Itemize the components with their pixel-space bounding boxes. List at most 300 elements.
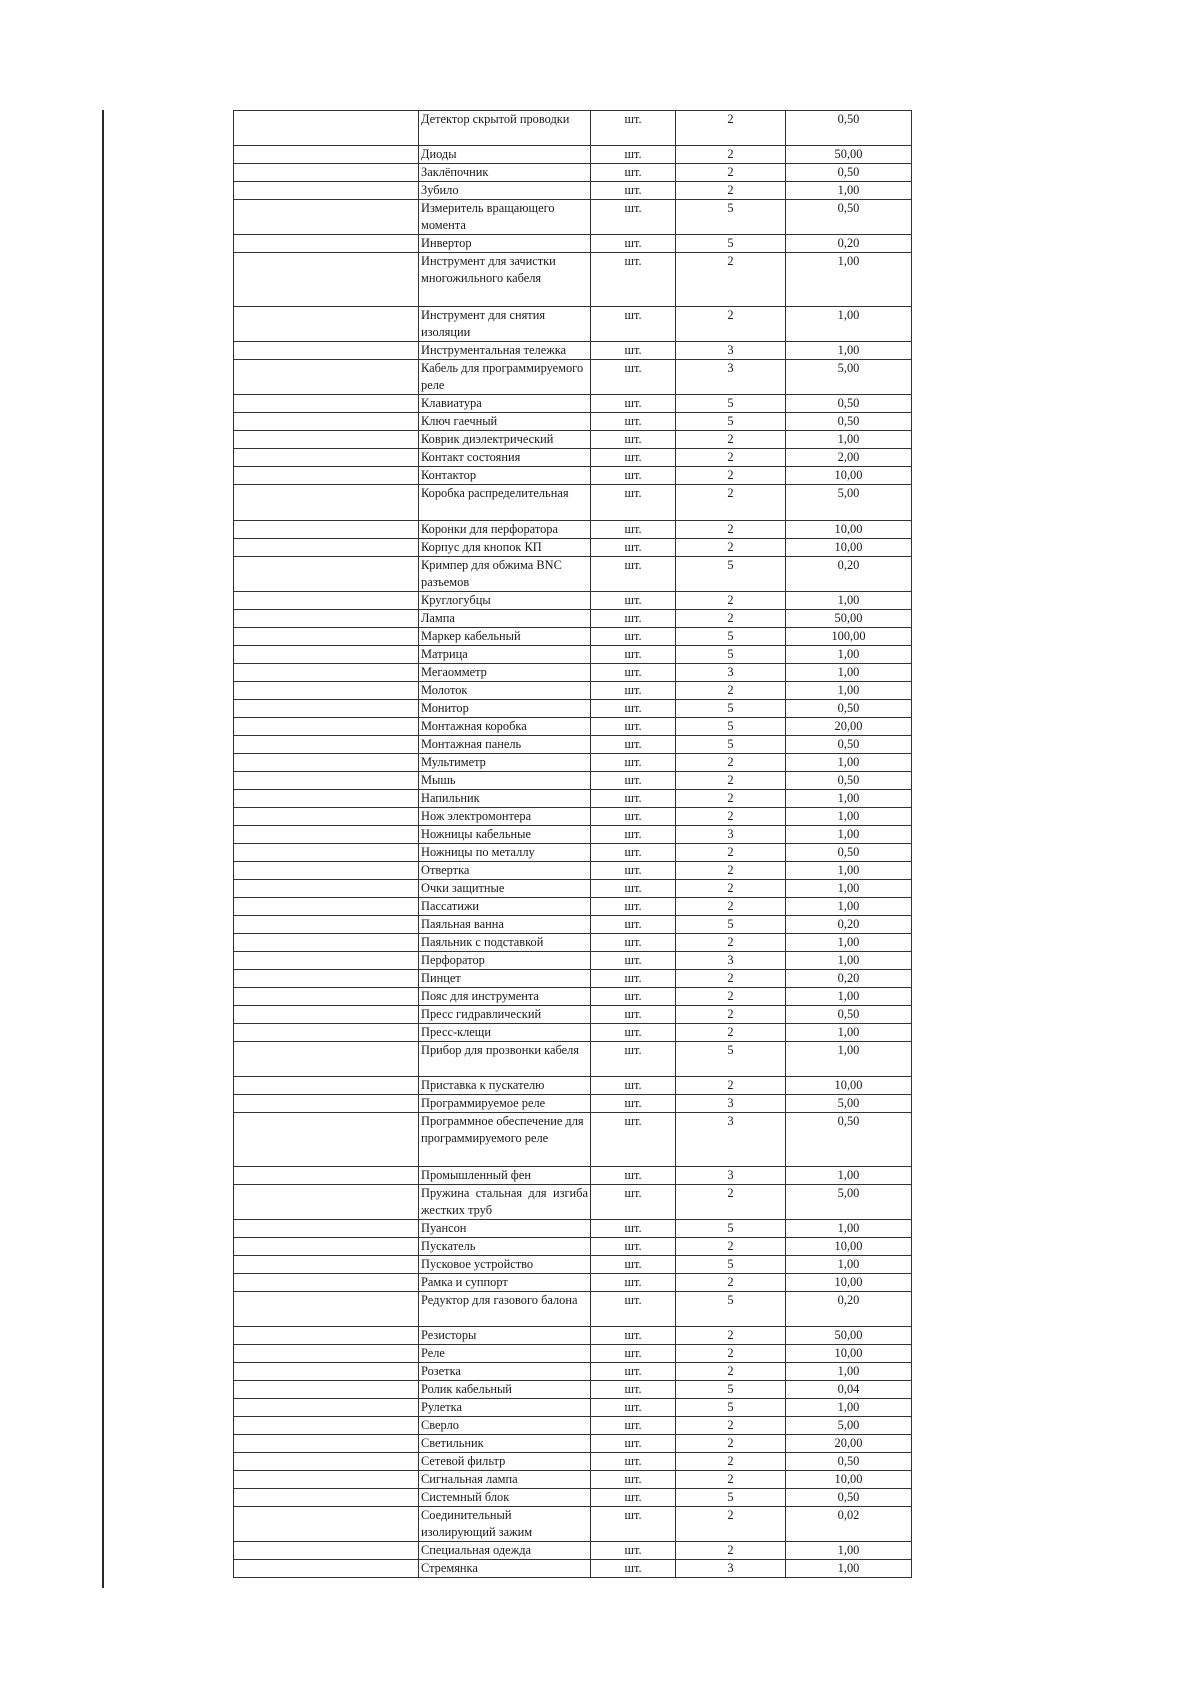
table-row: [234, 539, 912, 557]
unit-cell: шт.: [591, 952, 676, 970]
item-name-cell: Кабель для программируемого реле: [419, 360, 591, 395]
item-name-cell: Заклёпочник: [419, 164, 591, 182]
unit-cell: шт.: [591, 646, 676, 664]
quantity-cell: 2: [676, 1327, 786, 1345]
item-name-cell: Пояс для инструмента: [419, 988, 591, 1006]
value-cell: 1,00: [786, 431, 912, 449]
unit-cell: шт.: [591, 898, 676, 916]
item-name-cell: Пинцет: [419, 970, 591, 988]
group-cell: [234, 1256, 419, 1274]
quantity-cell: 2: [676, 1185, 786, 1220]
group-cell: [234, 664, 419, 682]
group-cell: [234, 736, 419, 754]
unit-cell: шт.: [591, 1220, 676, 1238]
table-row: [234, 880, 912, 898]
value-cell: 5,00: [786, 485, 912, 521]
quantity-cell: 2: [676, 146, 786, 164]
value-cell: 1,00: [786, 1042, 912, 1077]
unit-cell: шт.: [591, 826, 676, 844]
group-cell: [234, 557, 419, 592]
quantity-cell: 2: [676, 182, 786, 200]
group-cell: [234, 700, 419, 718]
unit-cell: шт.: [591, 1042, 676, 1077]
unit-cell: шт.: [591, 1453, 676, 1471]
table-row: [234, 146, 912, 164]
group-cell: [234, 200, 419, 235]
inventory-table: [233, 110, 912, 1578]
unit-cell: шт.: [591, 718, 676, 736]
table-row: [234, 557, 912, 592]
quantity-cell: 5: [676, 1220, 786, 1238]
table-row: [234, 413, 912, 431]
group-cell: [234, 485, 419, 521]
table-row: [234, 754, 912, 772]
unit-cell: шт.: [591, 1471, 676, 1489]
table-row: [234, 1095, 912, 1113]
unit-cell: шт.: [591, 934, 676, 952]
group-cell: [234, 449, 419, 467]
value-cell: 10,00: [786, 539, 912, 557]
quantity-cell: 2: [676, 1024, 786, 1042]
unit-cell: шт.: [591, 1006, 676, 1024]
unit-cell: шт.: [591, 557, 676, 592]
unit-cell: шт.: [591, 808, 676, 826]
item-name-cell: Пресс гидравлический: [419, 1006, 591, 1024]
unit-cell: шт.: [591, 307, 676, 342]
value-cell: 0,02: [786, 1507, 912, 1542]
unit-cell: шт.: [591, 988, 676, 1006]
quantity-cell: 2: [676, 988, 786, 1006]
table-row: [234, 916, 912, 934]
value-cell: 1,00: [786, 754, 912, 772]
item-name-cell: Мультиметр: [419, 754, 591, 772]
quantity-cell: 3: [676, 1560, 786, 1578]
table-row: [234, 1113, 912, 1167]
group-cell: [234, 754, 419, 772]
group-cell: [234, 1542, 419, 1560]
item-name-cell: Паяльная ванна: [419, 916, 591, 934]
group-cell: [234, 826, 419, 844]
group-cell: [234, 970, 419, 988]
item-name-cell: Промышленный фен: [419, 1167, 591, 1185]
unit-cell: шт.: [591, 844, 676, 862]
table-row: [234, 826, 912, 844]
value-cell: 5,00: [786, 1417, 912, 1435]
value-cell: 0,20: [786, 1292, 912, 1327]
value-cell: 0,20: [786, 557, 912, 592]
item-name-cell: Мегаомметр: [419, 664, 591, 682]
item-name-cell: Розетка: [419, 1363, 591, 1381]
unit-cell: шт.: [591, 467, 676, 485]
unit-cell: шт.: [591, 253, 676, 307]
value-cell: 20,00: [786, 1435, 912, 1453]
unit-cell: шт.: [591, 1113, 676, 1167]
group-cell: [234, 1274, 419, 1292]
group-cell: [234, 952, 419, 970]
unit-cell: шт.: [591, 628, 676, 646]
value-cell: 10,00: [786, 1238, 912, 1256]
group-cell: [234, 988, 419, 1006]
group-cell: [234, 1507, 419, 1542]
item-name-cell: Мышь: [419, 772, 591, 790]
quantity-cell: 2: [676, 1363, 786, 1381]
unit-cell: шт.: [591, 1292, 676, 1327]
quantity-cell: 2: [676, 592, 786, 610]
group-cell: [234, 1453, 419, 1471]
table-row: [234, 182, 912, 200]
table-row: [234, 1489, 912, 1507]
table-row: [234, 610, 912, 628]
item-name-cell: Редуктор для газового балона: [419, 1292, 591, 1327]
item-name-cell: Детектор скрытой проводки: [419, 111, 591, 146]
quantity-cell: 2: [676, 1006, 786, 1024]
quantity-cell: 2: [676, 772, 786, 790]
table-row: [234, 449, 912, 467]
item-name-cell: Инструмент для снятия изоляции: [419, 307, 591, 342]
quantity-cell: 3: [676, 1095, 786, 1113]
unit-cell: шт.: [591, 970, 676, 988]
group-cell: [234, 1489, 419, 1507]
group-cell: [234, 1185, 419, 1220]
value-cell: 0,50: [786, 844, 912, 862]
value-cell: 5,00: [786, 360, 912, 395]
value-cell: 1,00: [786, 1167, 912, 1185]
unit-cell: шт.: [591, 772, 676, 790]
value-cell: 1,00: [786, 808, 912, 826]
quantity-cell: 5: [676, 557, 786, 592]
item-name-cell: Светильник: [419, 1435, 591, 1453]
quantity-cell: 2: [676, 1507, 786, 1542]
item-name-cell: Ролик кабельный: [419, 1381, 591, 1399]
group-cell: [234, 610, 419, 628]
left-margin-rule: [102, 110, 104, 1588]
item-name-cell: Отвертка: [419, 862, 591, 880]
group-cell: [234, 1399, 419, 1417]
unit-cell: шт.: [591, 111, 676, 146]
quantity-cell: 2: [676, 1417, 786, 1435]
unit-cell: шт.: [591, 1435, 676, 1453]
table-row: [234, 467, 912, 485]
table-row: [234, 970, 912, 988]
table-row: [234, 844, 912, 862]
value-cell: 1,00: [786, 988, 912, 1006]
unit-cell: шт.: [591, 1238, 676, 1256]
table-row: [234, 253, 912, 307]
group-cell: [234, 1095, 419, 1113]
item-name-cell: Очки защитные: [419, 880, 591, 898]
unit-cell: шт.: [591, 360, 676, 395]
value-cell: 1,00: [786, 934, 912, 952]
item-name-cell: Молоток: [419, 682, 591, 700]
quantity-cell: 3: [676, 664, 786, 682]
unit-cell: шт.: [591, 682, 676, 700]
quantity-cell: 2: [676, 253, 786, 307]
group-cell: [234, 431, 419, 449]
quantity-cell: 2: [676, 539, 786, 557]
item-name-cell: Измеритель вращающего момента: [419, 200, 591, 235]
value-cell: 1,00: [786, 1399, 912, 1417]
table-row: [234, 1220, 912, 1238]
unit-cell: шт.: [591, 235, 676, 253]
table-row: [234, 682, 912, 700]
value-cell: 50,00: [786, 146, 912, 164]
value-cell: 10,00: [786, 521, 912, 539]
value-cell: 2,00: [786, 449, 912, 467]
table-row: [234, 485, 912, 521]
item-name-cell: Кримпер для обжима BNC разъемов: [419, 557, 591, 592]
unit-cell: шт.: [591, 1274, 676, 1292]
quantity-cell: 2: [676, 1345, 786, 1363]
unit-cell: шт.: [591, 539, 676, 557]
unit-cell: шт.: [591, 1167, 676, 1185]
quantity-cell: 5: [676, 700, 786, 718]
item-name-cell: Перфоратор: [419, 952, 591, 970]
unit-cell: шт.: [591, 146, 676, 164]
table-row: [234, 342, 912, 360]
table-row: [234, 1381, 912, 1399]
value-cell: 1,00: [786, 1024, 912, 1042]
table-row: [234, 952, 912, 970]
item-name-cell: Программное обеспечение для программируемого реле: [419, 1113, 591, 1167]
unit-cell: шт.: [591, 182, 676, 200]
unit-cell: шт.: [591, 1077, 676, 1095]
quantity-cell: 2: [676, 934, 786, 952]
unit-cell: шт.: [591, 610, 676, 628]
item-name-cell: Ключ гаечный: [419, 413, 591, 431]
value-cell: 1,00: [786, 664, 912, 682]
unit-cell: шт.: [591, 1345, 676, 1363]
table-row: [234, 307, 912, 342]
group-cell: [234, 146, 419, 164]
table-row: [234, 164, 912, 182]
value-cell: 1,00: [786, 1256, 912, 1274]
unit-cell: шт.: [591, 916, 676, 934]
value-cell: 0,50: [786, 1489, 912, 1507]
group-cell: [234, 628, 419, 646]
item-name-cell: Инструмент для зачистки многожильного кабеля: [419, 253, 591, 307]
value-cell: 1,00: [786, 1542, 912, 1560]
item-name-cell: Коврик диэлектрический: [419, 431, 591, 449]
unit-cell: шт.: [591, 1256, 676, 1274]
table-row: [234, 431, 912, 449]
quantity-cell: 2: [676, 1274, 786, 1292]
value-cell: 0,50: [786, 736, 912, 754]
unit-cell: шт.: [591, 485, 676, 521]
quantity-cell: 2: [676, 449, 786, 467]
unit-cell: шт.: [591, 700, 676, 718]
unit-cell: шт.: [591, 413, 676, 431]
group-cell: [234, 718, 419, 736]
group-cell: [234, 413, 419, 431]
table-row: [234, 790, 912, 808]
item-name-cell: Специальная одежда: [419, 1542, 591, 1560]
table-row: [234, 1042, 912, 1077]
unit-cell: шт.: [591, 521, 676, 539]
group-cell: [234, 360, 419, 395]
quantity-cell: 2: [676, 754, 786, 772]
quantity-cell: 2: [676, 1453, 786, 1471]
item-name-cell: Прибор для прозвонки кабеля: [419, 1042, 591, 1077]
group-cell: [234, 307, 419, 342]
group-cell: [234, 1292, 419, 1327]
group-cell: [234, 1381, 419, 1399]
value-cell: 0,50: [786, 772, 912, 790]
quantity-cell: 2: [676, 610, 786, 628]
unit-cell: шт.: [591, 664, 676, 682]
quantity-cell: 2: [676, 1542, 786, 1560]
group-cell: [234, 467, 419, 485]
item-name-cell: Монтажная коробка: [419, 718, 591, 736]
value-cell: 20,00: [786, 718, 912, 736]
group-cell: [234, 539, 419, 557]
quantity-cell: 2: [676, 970, 786, 988]
quantity-cell: 5: [676, 1292, 786, 1327]
value-cell: 0,50: [786, 1453, 912, 1471]
item-name-cell: Нож электромонтера: [419, 808, 591, 826]
table-row: [234, 700, 912, 718]
item-name-cell: Рамка и суппорт: [419, 1274, 591, 1292]
value-cell: 0,50: [786, 700, 912, 718]
item-name-cell: Сигнальная лампа: [419, 1471, 591, 1489]
group-cell: [234, 682, 419, 700]
unit-cell: шт.: [591, 1399, 676, 1417]
item-name-cell: Инвертор: [419, 235, 591, 253]
table-row: [234, 1435, 912, 1453]
item-name-cell: Рулетка: [419, 1399, 591, 1417]
unit-cell: шт.: [591, 862, 676, 880]
group-cell: [234, 111, 419, 146]
value-cell: 1,00: [786, 880, 912, 898]
item-name-cell: Реле: [419, 1345, 591, 1363]
unit-cell: шт.: [591, 395, 676, 413]
group-cell: [234, 164, 419, 182]
quantity-cell: 2: [676, 1435, 786, 1453]
quantity-cell: 2: [676, 111, 786, 146]
value-cell: 1,00: [786, 646, 912, 664]
item-name-cell: Напильник: [419, 790, 591, 808]
table-row: [234, 1006, 912, 1024]
value-cell: 1,00: [786, 790, 912, 808]
table-row: [234, 1077, 912, 1095]
value-cell: 0,50: [786, 111, 912, 146]
item-name-cell: Резисторы: [419, 1327, 591, 1345]
value-cell: 1,00: [786, 682, 912, 700]
item-name-cell: Круглогубцы: [419, 592, 591, 610]
table-row: [234, 1363, 912, 1381]
item-name-cell: Монтажная панель: [419, 736, 591, 754]
value-cell: 0,50: [786, 200, 912, 235]
group-cell: [234, 592, 419, 610]
table-row: [234, 808, 912, 826]
group-cell: [234, 1113, 419, 1167]
quantity-cell: 2: [676, 307, 786, 342]
table-row: [234, 988, 912, 1006]
unit-cell: шт.: [591, 592, 676, 610]
unit-cell: шт.: [591, 1560, 676, 1578]
table-row: [234, 718, 912, 736]
quantity-cell: 5: [676, 413, 786, 431]
table-row: [234, 736, 912, 754]
group-cell: [234, 1167, 419, 1185]
table-row: [234, 521, 912, 539]
quantity-cell: 5: [676, 646, 786, 664]
quantity-cell: 2: [676, 1077, 786, 1095]
value-cell: 0,50: [786, 1113, 912, 1167]
item-name-cell: Пуансон: [419, 1220, 591, 1238]
unit-cell: шт.: [591, 1024, 676, 1042]
item-name-cell: Системный блок: [419, 1489, 591, 1507]
quantity-cell: 2: [676, 521, 786, 539]
quantity-cell: 2: [676, 790, 786, 808]
unit-cell: шт.: [591, 1542, 676, 1560]
unit-cell: шт.: [591, 1489, 676, 1507]
quantity-cell: 2: [676, 485, 786, 521]
group-cell: [234, 253, 419, 307]
table-row: [234, 1399, 912, 1417]
table-row: [234, 592, 912, 610]
group-cell: [234, 934, 419, 952]
table-row: [234, 898, 912, 916]
table-row: [234, 1274, 912, 1292]
table-row: [234, 360, 912, 395]
quantity-cell: 5: [676, 1399, 786, 1417]
item-name-cell: Коронки для перфоратора: [419, 521, 591, 539]
item-name-cell: Пружина стальная для изгиба жестких труб: [419, 1185, 591, 1220]
quantity-cell: 5: [676, 1381, 786, 1399]
table-row: [234, 1471, 912, 1489]
value-cell: 0,20: [786, 916, 912, 934]
quantity-cell: 5: [676, 736, 786, 754]
group-cell: [234, 1435, 419, 1453]
value-cell: 1,00: [786, 826, 912, 844]
quantity-cell: 5: [676, 1489, 786, 1507]
unit-cell: шт.: [591, 1363, 676, 1381]
quantity-cell: 2: [676, 1238, 786, 1256]
unit-cell: шт.: [591, 200, 676, 235]
value-cell: 100,00: [786, 628, 912, 646]
group-cell: [234, 1042, 419, 1077]
value-cell: 1,00: [786, 307, 912, 342]
item-name-cell: Ножницы по металлу: [419, 844, 591, 862]
value-cell: 0,50: [786, 395, 912, 413]
table-row: [234, 664, 912, 682]
value-cell: 10,00: [786, 1274, 912, 1292]
group-cell: [234, 898, 419, 916]
value-cell: 1,00: [786, 952, 912, 970]
item-name-cell: Контактор: [419, 467, 591, 485]
value-cell: 50,00: [786, 1327, 912, 1345]
table-row: [234, 235, 912, 253]
item-name-cell: Инструментальная тележка: [419, 342, 591, 360]
table-row: [234, 1024, 912, 1042]
table-row: [234, 934, 912, 952]
value-cell: 10,00: [786, 1471, 912, 1489]
unit-cell: шт.: [591, 1507, 676, 1542]
group-cell: [234, 1345, 419, 1363]
group-cell: [234, 862, 419, 880]
group-cell: [234, 646, 419, 664]
table-row: [234, 1417, 912, 1435]
item-name-cell: Лампа: [419, 610, 591, 628]
value-cell: 10,00: [786, 467, 912, 485]
quantity-cell: 2: [676, 808, 786, 826]
group-cell: [234, 1471, 419, 1489]
unit-cell: шт.: [591, 790, 676, 808]
value-cell: 1,00: [786, 898, 912, 916]
item-name-cell: Ножницы кабельные: [419, 826, 591, 844]
quantity-cell: 3: [676, 952, 786, 970]
value-cell: 1,00: [786, 342, 912, 360]
